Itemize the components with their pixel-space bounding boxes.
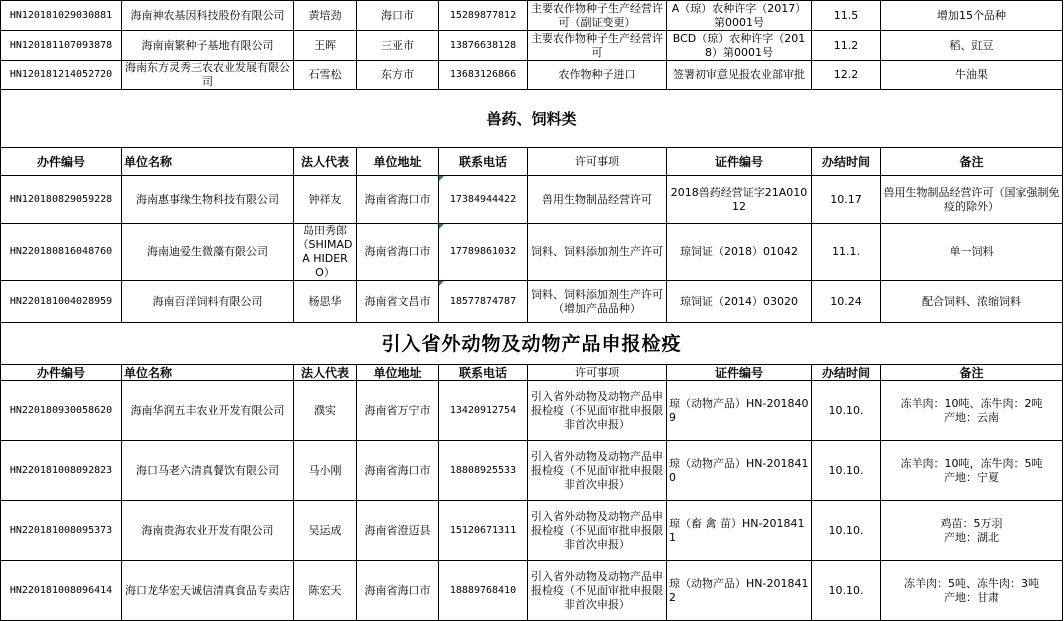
header-remark: 备注 [881,148,1063,176]
cert-number: A（琼）农种许字（2017）第0001号 [667,1,812,31]
legal-rep: 马小刚 [294,441,357,501]
unit-name: 海南迪爱生微藻有限公司 [122,224,294,281]
unit-address: 海南省海口市 [357,176,439,224]
phone-cell [439,281,528,323]
permit-item: 引入省外动物及动物产品申报检疫（不见面审批申报限非首次申报） [528,441,667,501]
table-row [1,441,1063,501]
remark: 单一饲料 [881,224,1063,281]
completion-time: 10.10. [812,381,881,441]
permit-item: 农作物种子进口 [528,61,667,90]
phone: 18808925533 [439,441,528,501]
remark-origin: 产地：甘肃 [944,590,999,604]
case-id: HN120181029030881 [1,1,122,31]
completion-time: 10.10. [812,441,881,501]
unit-name: 海南东方灵秀三农农业发展有限公司 [122,61,294,90]
header-rep: 法人代表 [294,148,357,176]
phone: 15289877812 [439,1,528,31]
case-id: HN220180816048760 [1,224,122,281]
unit-name: 海南华润五丰农业开发有限公司 [122,381,294,441]
cert-number: 琼饲证（2018）01042 [667,224,812,281]
section-row [1,90,1063,148]
legal-rep: 石雪松 [294,61,357,90]
remark: 配合饲料、浓缩饲料 [881,281,1063,323]
cert-number: 签署初审意见报农业部审批 [667,61,812,90]
completion-time: 11.5 [812,1,881,31]
case-id: HN120180829059228 [1,176,122,224]
remark-goods: 冻羊肉：10吨、冻牛肉：2吨 [900,396,1043,410]
case-id: HN220181008092823 [1,441,122,501]
legal-rep: 岛田秀郎（SHIMADA HIDERO） [294,224,357,281]
table-row [1,1,1063,31]
completion-time: 10.10. [812,501,881,561]
completion-time: 11.2 [812,31,881,61]
unit-address: 海南省澄迈县 [357,501,439,561]
header-addr: 单位地址 [357,365,439,381]
case-id: HN120181107093878 [1,31,122,61]
unit-name: 海口马老六清真餐饮有限公司 [122,441,294,501]
cell-note-marker [439,224,444,229]
case-id: HN220181004028959 [1,281,122,323]
remark-cell [881,441,1063,501]
header-unit: 单位名称 [122,365,294,381]
cert-number: BCD（琼）农种许字（2018）第0001号 [667,31,812,61]
section-title: 引入省外动物及动物产品申报检疫 [1,323,1063,365]
unit-address: 海南省海口市 [357,224,439,281]
header-remark: 备注 [881,365,1063,381]
unit-address: 海南省文昌市 [357,281,439,323]
permit-item: 引入省外动物及动物产品申报检疫（不见面审批申报限非首次申报） [528,381,667,441]
header-phone: 联系电话 [439,148,528,176]
remark: 稻、豇豆 [881,31,1063,61]
phone: 13876638128 [439,31,528,61]
permit-item: 饲料、饲料添加剂生产许可 [528,224,667,281]
completion-time: 12.2 [812,61,881,90]
completion-time: 10.17 [812,176,881,224]
unit-address: 海南省海口市 [357,441,439,501]
section-row [1,323,1063,365]
cert-number: 琼（动物产品）HN-2018410 [667,441,812,501]
table-row [1,281,1063,323]
header-cert: 证件编号 [667,148,812,176]
cert-number: 2018兽药经营证字21A01012 [667,176,812,224]
table-row [1,224,1063,281]
legal-rep: 黄培劲 [294,1,357,31]
unit-name: 海南南繁种子基地有限公司 [122,31,294,61]
remark-origin: 产地：云南 [944,410,999,424]
phone: 13683126866 [439,61,528,90]
permit-item: 主要农作物种子生产经营许可（副证变更） [528,1,667,31]
table-row [1,176,1063,224]
cert-number: 琼（畜 禽 苗）HN-2018411 [667,501,812,561]
table-row [1,61,1063,90]
completion-time: 10.24 [812,281,881,323]
table-row [1,501,1063,561]
cell-note-marker [439,281,444,286]
header-item: 许可事项 [528,148,667,176]
unit-address: 海口市 [357,1,439,31]
phone: 17789861032 [449,246,517,257]
remark-goods: 冻羊肉：10吨，冻牛肉：5吨 [900,456,1043,470]
header-addr: 单位地址 [357,148,439,176]
unit-name: 海南百洋饲料有限公司 [122,281,294,323]
remark: 兽用生物制品经营许可（国家强制免疫的除外） [881,176,1063,224]
header-item: 许可事项 [528,365,667,381]
legal-rep: 钟祥友 [294,176,357,224]
table-row [1,31,1063,61]
header-time: 办结时间 [812,148,881,176]
header-row [1,365,1063,381]
cert-number: 琼（动物产品）HN-2018409 [667,381,812,441]
section-title: 兽药、饲料类 [1,90,1063,148]
phone: 18577874787 [449,295,517,307]
remark-cell [881,561,1063,621]
legal-rep: 杨思华 [294,281,357,323]
unit-name: 海口龙华宏天诚信清真食品专卖店 [122,561,294,621]
completion-time: 10.10. [812,561,881,621]
permit-item: 引入省外动物及动物产品申报检疫（不见面审批申报限非首次申报） [528,561,667,621]
phone: 18889768410 [439,561,528,621]
cert-number: 琼（动物产品）HN-2018412 [667,561,812,621]
remark-cell [881,381,1063,441]
remark-cell [881,501,1063,561]
remark-goods: 鸡苗：5万羽 [940,516,1003,530]
unit-address: 海南省万宁市 [357,381,439,441]
permit-item: 兽用生物制品经营许可 [528,176,667,224]
header-time: 办结时间 [812,365,881,381]
phone: 17384944422 [449,193,517,205]
legal-rep: 濮实 [294,381,357,441]
header-row [1,148,1063,176]
table-row [1,381,1063,441]
header-phone: 联系电话 [439,365,528,381]
phone: 15120671311 [439,501,528,561]
completion-time: 11.1. [812,224,881,281]
remark-origin: 产地：宁夏 [944,470,999,484]
legal-rep: 王晖 [294,31,357,61]
header-rep: 法人代表 [294,365,357,381]
header-id: 办件编号 [1,365,122,381]
remark-goods: 冻羊肉：5吨、冻牛肉：3吨 [904,576,1039,590]
permit-item: 饲料、饲料添加剂生产许可（增加产品品种） [528,281,667,323]
case-id: HN120181214052720 [1,61,122,90]
unit-address: 海南省海口市 [357,561,439,621]
legal-rep: 陈宏天 [294,561,357,621]
remark-origin: 产地：湖北 [944,530,999,544]
remark: 增加15个品种 [881,1,1063,31]
header-id: 办件编号 [1,148,122,176]
cert-number: 琼饲证（2014）03020 [667,281,812,323]
unit-address: 三亚市 [357,31,439,61]
permit-item: 主要农作物种子生产经营许可 [528,31,667,61]
remark: 牛油果 [881,61,1063,90]
table-row [1,561,1063,621]
legal-rep: 吴运成 [294,501,357,561]
header-cert: 证件编号 [667,365,812,381]
header-unit: 单位名称 [122,148,294,176]
permit-item: 引入省外动物及动物产品申报检疫（不见面审批申报限非首次申报） [528,501,667,561]
phone: 13420912754 [439,381,528,441]
phone-cell [439,176,528,224]
case-id: HN220181008096414 [1,561,122,621]
unit-name: 海南贵海农业开发有限公司 [122,501,294,561]
phone-cell [439,224,528,281]
unit-name: 海南神农基因科技股份有限公司 [122,1,294,31]
unit-name: 海南惠事缘生物科技有限公司 [122,176,294,224]
case-id: HN220180930058620 [1,381,122,441]
unit-address: 东方市 [357,61,439,90]
cell-note-marker [439,176,444,181]
case-id: HN220181008095373 [1,501,122,561]
